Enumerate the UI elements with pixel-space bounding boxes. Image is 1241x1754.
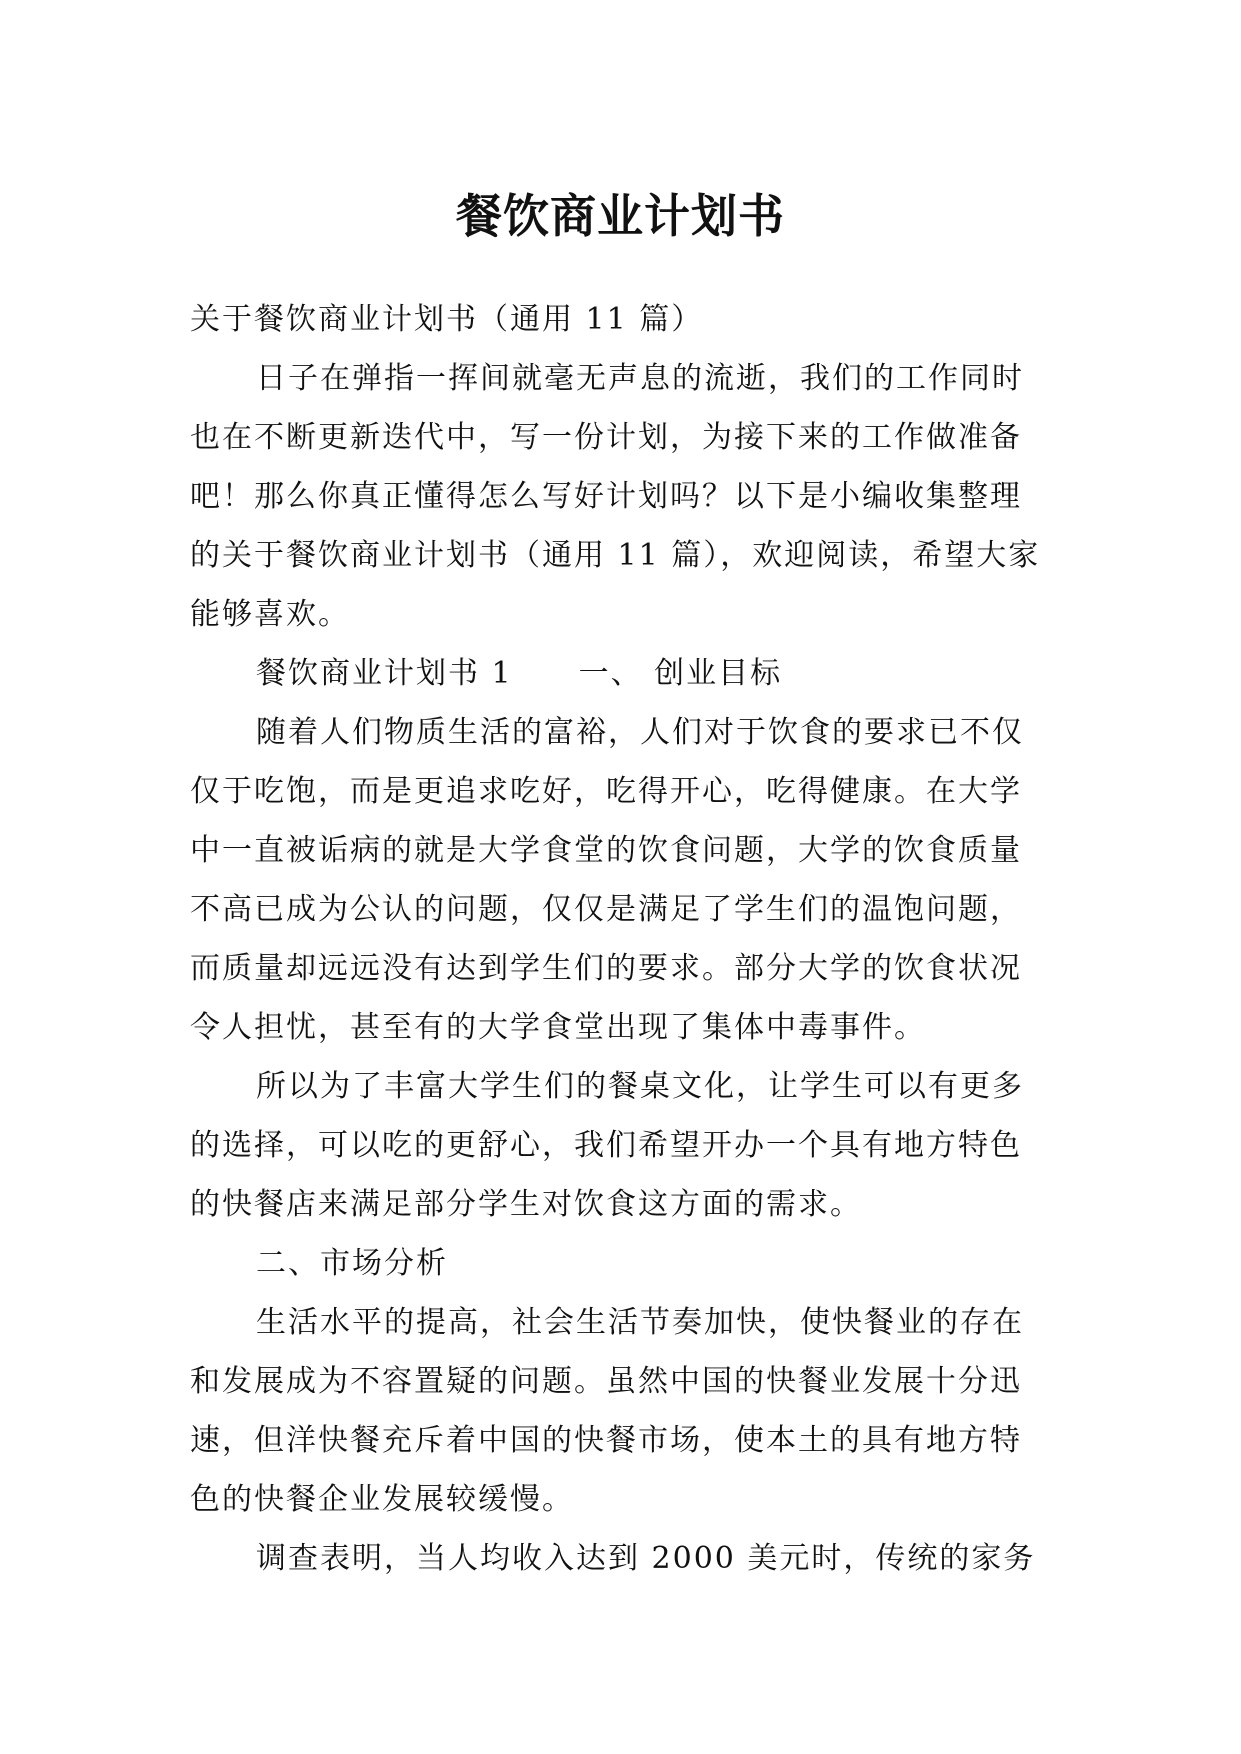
section-2-heading: 二、市场分析 [256, 1246, 448, 1281]
intro-paragraph: 日子在弹指一挥间就毫无声息的流逝，我们的工作同时也在不断更新迭代中，写一份计划，为接下来的工作做准备吧！那么你真正懂得怎么写好计划吗？以下是小编收集整理的关于餐饮商业计划书（通用 11 篇），欢迎阅读，希望大家能够喜欢。 [190, 361, 1041, 632]
document-body [190, 290, 1052, 1588]
paragraph-4: 调查表明，当人均收入达到 2000 美元时，传统的家务 [256, 1541, 1036, 1576]
section-1-name: 餐饮商业计划书 1 [256, 656, 513, 691]
section-1-line [190, 644, 1052, 703]
document-subtitle: 关于餐饮商业计划书（通用 11 篇） [190, 302, 704, 337]
section-1-heading: 一、 创业目标 [578, 656, 783, 691]
paragraph-3: 生活水平的提高，社会生活节奏加快，使快餐业的存在和发展成为不容置疑的问题。虽然中国的快餐业发展十分迅速，但洋快餐充斥着中国的快餐市场，使本土的具有地方特色的快餐企业发展较缓慢。 [190, 1305, 1024, 1517]
paragraph-1: 随着人们物质生活的富裕，人们对于饮食的要求已不仅仅于吃饱，而是更追求吃好，吃得开心，吃得健康。在大学中一直被诟病的就是大学食堂的饮食问题，大学的饮食质量不高已成为公认的问题，仅仅是满足了学生们的温饱问题，而质量却远远没有达到学生们的要求。部分大学的饮食状况令人担忧，甚至有的大学食堂出现了集体中毒事件。 [190, 715, 1024, 1045]
document-title: 餐饮商业计划书 [456, 188, 785, 243]
paragraph-2: 所以为了丰富大学生们的餐桌文化，让学生可以有更多的选择，可以吃的更舒心，我们希望开办一个具有地方特色的快餐店来满足部分学生对饮食这方面的需求。 [190, 1069, 1024, 1222]
